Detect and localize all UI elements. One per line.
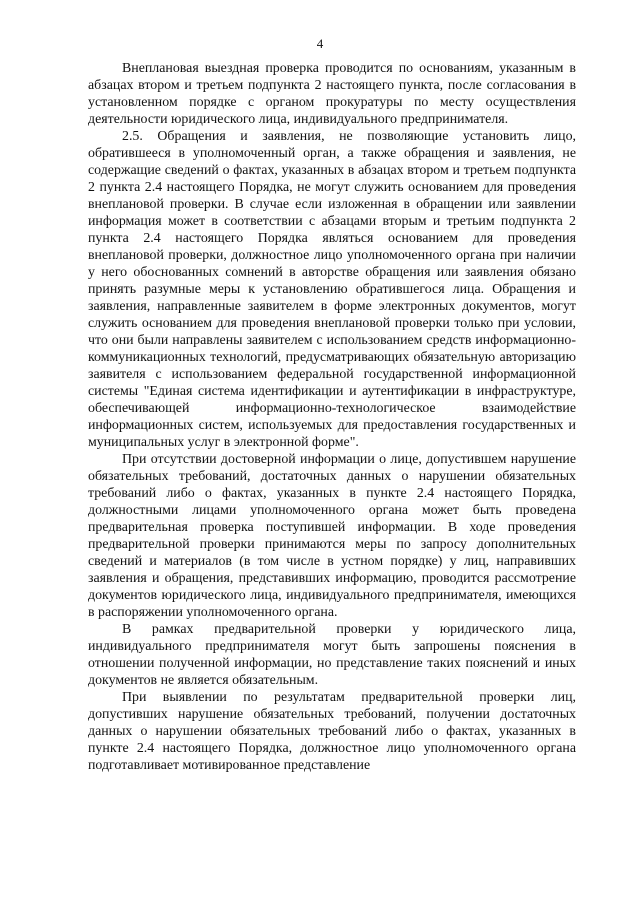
- paragraph: Внеплановая выездная проверка проводится по основаниям, указанным в абзацах втором и третьем подпункта 2 настоящего пункта, после согласования в установленном порядке с органом прокуратуры по месту осуществления деятельности юридического лица, индивидуального предпринимателя.: [88, 61, 576, 127]
- document-body: [88, 60, 576, 774]
- page-number: 4: [316, 36, 324, 51]
- paragraph: При выявлении по результатам предварительной проверки лиц, допустивших нарушение обязательных требований, получении достаточных данных о нарушении обязательных требований либо о фактах, указанных в пункте 2.4 настоящего Порядка, должностное лицо уполномоченного органа подготавливает мотивированное представление: [88, 690, 576, 773]
- paragraph: 2.5. Обращения и заявления, не позволяющие установить лицо, обратившееся в уполномоченный орган, а также обращения и заявления, не содержащие сведений о фактах, указанных в абзацах втором и третьем подпункта 2 пункта 2.4 настоящего Порядка, не могут служить основанием для проведения внеплановой проверки. В случае если изложенная в обращении или заявлении информация может в соответствии с абзацами вторым и третьим подпункта 2 пункта 2.4 настоящего Порядка являться основанием для проведения внеплановой проверки, должностное лицо уполномоченного органа при наличии у него обоснованных сомнений в авторстве обращения или заявления обязано принять разумные меры к установлению обратившегося лица. Обращения и заявления, направленные заявителем в форме электронных документов, могут служить основанием для проведения внеплановой проверки только при условии, что они были направлены заявителем с использованием средств информационно-коммуникационных технологий, предусматривающих обязательную авторизацию заявителя с использованием федеральной государственной информационной системы "Единая система идентификации и аутентификации в инфраструктуре, обеспечивающей информационно-технологическое взаимодействие информационных систем, используемых для предоставления государственных и муниципальных услуг в электронной форме".: [88, 129, 576, 450]
- paragraph: При отсутствии достоверной информации о лице, допустившем нарушение обязательных требований, достаточных данных о нарушении обязательных требований либо о фактах, указанных в пункте 2.4 настоящего Порядка, должностными лицами уполномоченного органа может быть проведена предварительная проверка поступившей информации. В ходе проведения предварительной проверки принимаются меры по запросу дополнительных сведений и материалов (в том числе в устном порядке) у лиц, направивших заявления и обращения, представивших информацию, проводится рассмотрение документов юридического лица, индивидуального предпринимателя, имеющихся в распоряжении уполномоченного органа.: [88, 452, 576, 620]
- paragraph: В рамках предварительной проверки у юридического лица, индивидуального предпринимателя могут быть запрошены пояснения в отношении полученной информации, но представление таких пояснений и иных документов не является обязательным.: [88, 622, 576, 688]
